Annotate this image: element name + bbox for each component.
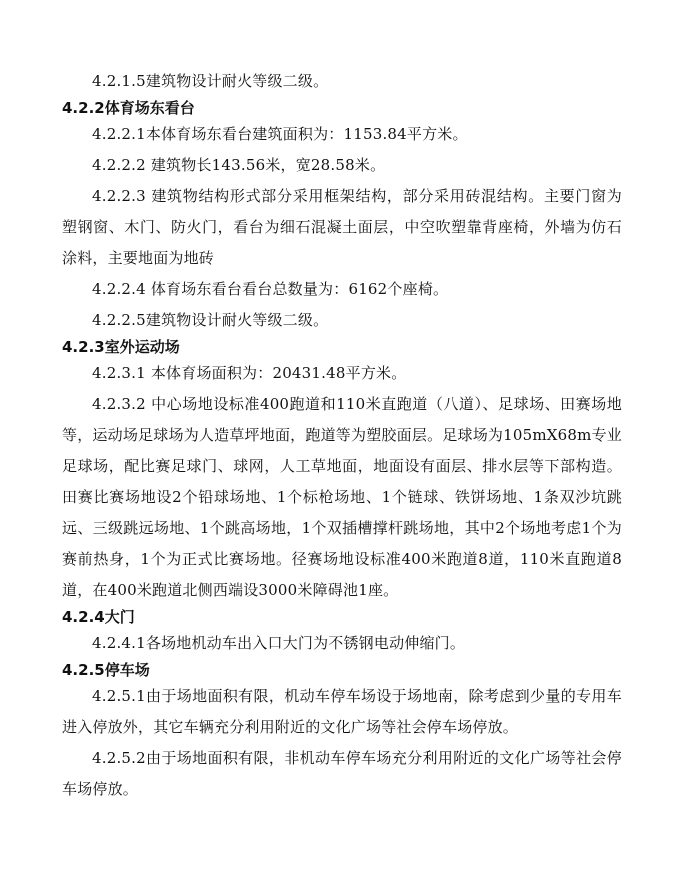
paragraph: 4.2.5.2由于场地面积有限，非机动车停车场充分利用附近的文化广场等社会停车场停放。 xyxy=(62,749,622,798)
paragraph: 4.2.3.1 本体育场面积为：20431.48平方米。 xyxy=(92,364,407,382)
paragraph: 4.2.2.1本体育场东看台建筑面积为：1153.84平方米。 xyxy=(92,125,468,143)
paragraph: 4.2.2.4 体育场东看台看台总数量为：6162个座椅。 xyxy=(92,280,449,298)
paragraph: 4.2.2.3 建筑物结构形式部分采用框架结构，部分采用砖混结构。主要门窗为塑钢窗、木门、防火门，看台为细石混凝土面层，中空吹塑靠背座椅，外墙为仿石涂料，主要地面为地砖 xyxy=(62,187,622,267)
section-heading: 4.2.3室外运动场 xyxy=(62,338,180,356)
paragraph: 4.2.2.2 建筑物长143.56米，宽28.58米。 xyxy=(92,156,386,174)
paragraph: 4.2.2.5建筑物设计耐火等级二级。 xyxy=(92,311,329,329)
section-heading: 4.2.2体育场东看台 xyxy=(62,99,195,117)
section-heading: 4.2.4大门 xyxy=(62,608,135,626)
paragraph: 4.2.1.5建筑物设计耐火等级二级。 xyxy=(92,72,329,90)
paragraph: 4.2.3.2 中心场地设标准400跑道和110米直跑道（八道）、足球场、田赛场地等，运动场足球场为人造草坪地面，跑道等为塑胶面层。足球场为105mX68m专业足球场，配比赛足球门、球网，人工草地面，地面设有面层、排水层等下部构造。田赛比赛场地设2个铅球场地、1个标枪场地、1个链球、铁饼场地、1条双沙坑跳远、三级跳远场地、1个跳高场地，1个双插槽撑杆跳场地，其中2个场地考虑1个为赛前热身，1个为正式比赛场地。径赛场地设标准400米跑道8道，110米直跑道8道，在400米跑道北侧西端设3000米障碍池1座。 xyxy=(62,395,622,599)
section-heading: 4.2.5停车场 xyxy=(62,661,150,679)
paragraph: 4.2.4.1各场地机动车出入口大门为不锈钢电动伸缩门。 xyxy=(92,634,466,652)
document-body xyxy=(62,66,622,805)
paragraph: 4.2.5.1由于场地面积有限，机动车停车场设于场地南，除考虑到少量的专用车进入停放外，其它车辆充分利用附近的文化广场等社会停车场停放。 xyxy=(62,687,622,736)
